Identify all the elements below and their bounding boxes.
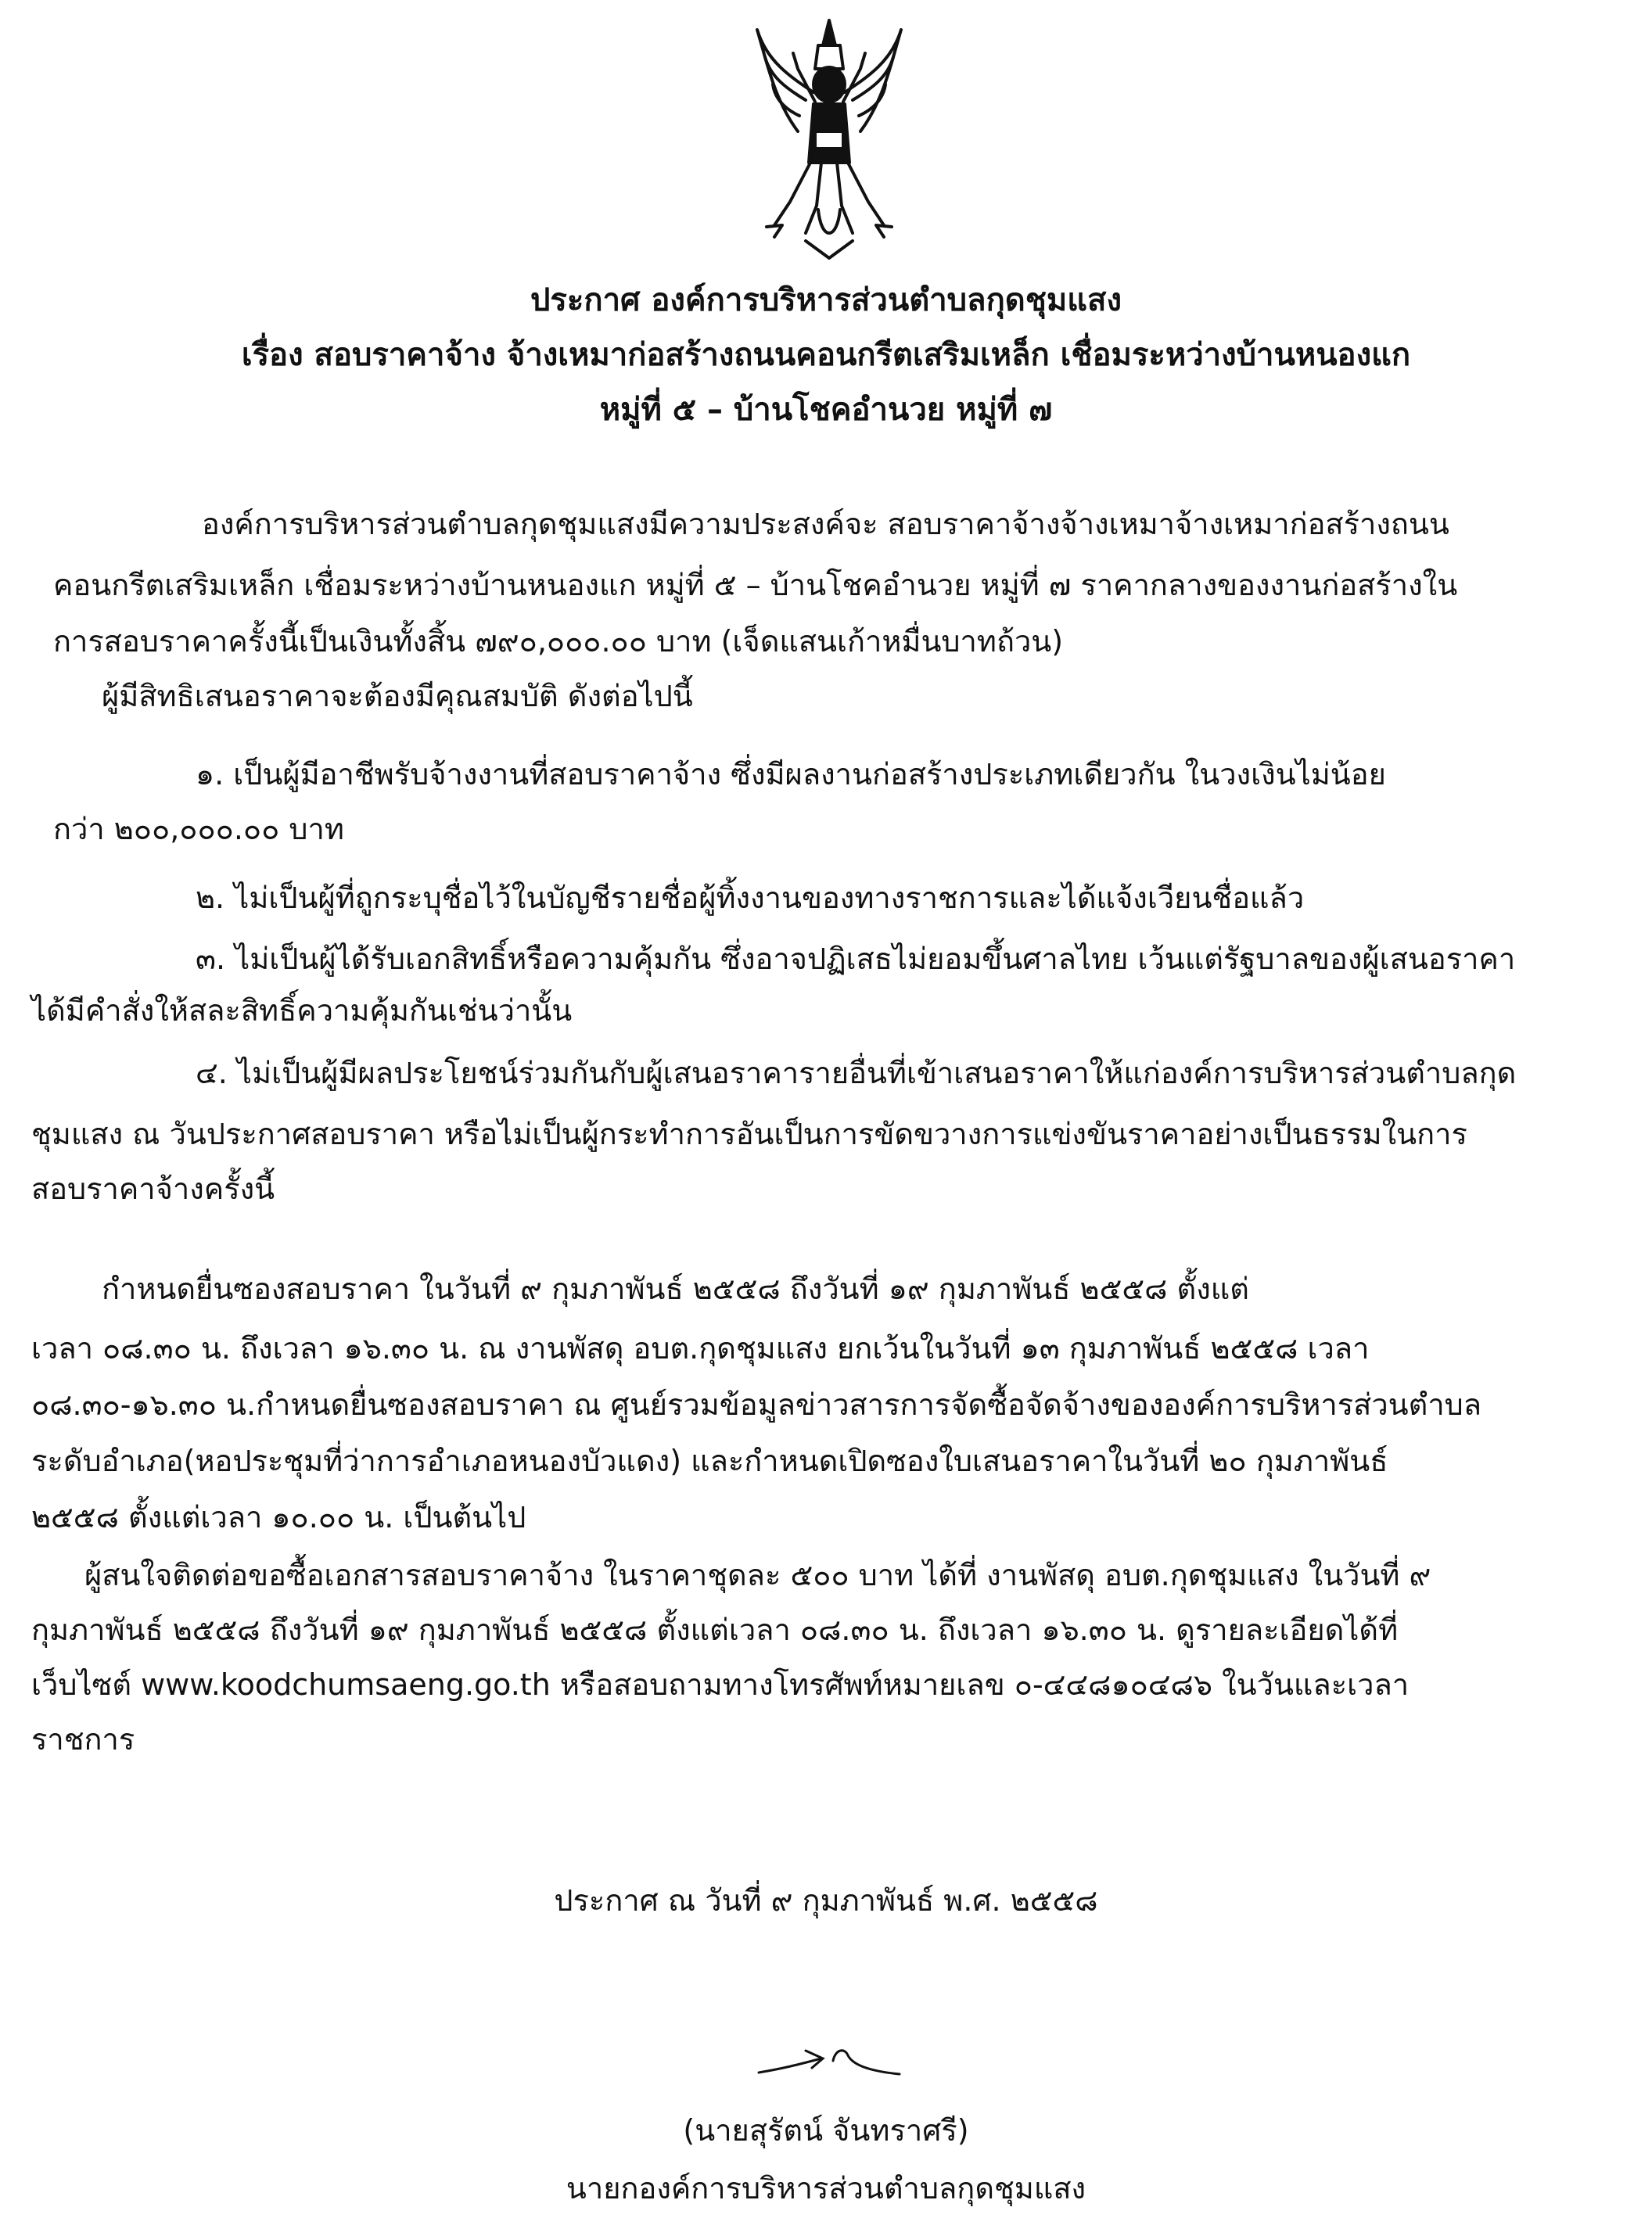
signer-name: (นายสุรัตน์ จันทราศรี) [683, 2113, 969, 2148]
deadline-line-4: ระดับอำเภอ(หอประชุมที่ว่าการอำเภอหนองบัวแดง) และกำหนดเปิดซองใบเสนอราคาในวันที่ ๒๐ กุมภาพันธ์ [31, 1444, 1388, 1478]
intro-line-2: คอนกรีตเสริมเหล็ก เชื่อมระหว่างบ้านหนองแก หมู่ที่ ๕ – บ้านโชคอำนวย หมู่ที่ ๗ ราคากลางของงานก่อสร้างใน [53, 568, 1458, 602]
intro-line-3: การสอบราคาครั้งนี้เป็นเงินทั้งสิ้น ๗๙๐,๐๐๐.๐๐ บาท (เจ็ดแสนเก้าหมื่นบาทถ้วน) [53, 624, 1064, 659]
handwritten-signature [751, 2041, 907, 2088]
qualification-item-4-line-3: สอบราคาจ้างครั้งนี้ [31, 1172, 275, 1206]
qualification-item-4-line-2: ชุมแสง ณ วันประกาศสอบราคา หรือไม่เป็นผู้กระทำการอันเป็นการขัดขวางการแข่งขันราคาอย่างเป็นธรรมในการ [31, 1117, 1467, 1151]
contact-line-1: ผู้สนใจติดต่อขอซื้อเอกสารสอบราคาจ้าง ในราคาชุดละ ๕๐๐ บาท ได้ที่ งานพัสดุ อบต.กุดชุมแสง ในวันที่ ๙ [84, 1558, 1431, 1592]
qualification-item-3-line-1: ๓. ไม่เป็นผู้ได้รับเอกสิทธิ์หรือความคุ้มกัน ซึ่งอาจปฏิเสธไม่ยอมขึ้นศาลไทย เว้นแต่รัฐบาลของผู้เสนอราคา [196, 942, 1516, 976]
garuda-emblem-icon [751, 14, 907, 264]
contact-line-3: เว็บไซต์ www.koodchumsaeng.go.th หรือสอบถามทางโทรศัพท์หมายเลข ๐-๔๔๘๑๐๔๘๖ ในวันและเวลา [31, 1667, 1410, 1702]
qualification-item-4-line-1: ๔. ไม่เป็นผู้มีผลประโยชน์ร่วมกันกับผู้เสนอราคารายอื่นที่เข้าเสนอราคาให้แก่องค์การบริหารส่วนตำบลกุด [196, 1056, 1517, 1090]
contact-line-4: ราชการ [31, 1722, 135, 1757]
qualification-item-1-line-1: ๑. เป็นผู้มีอาชีพรับจ้างงานที่สอบราคาจ้าง ซึ่งมีผลงานก่อสร้างประเภทเดียวกัน ในวงเงินไม่น้อย [196, 757, 1386, 791]
contact-line-2: กุมภาพันธ์ ๒๕๕๘ ถึงวันที่ ๑๙ กุมภาพันธ์ ๒๕๕๘ ตั้งแต่เวลา ๐๘.๓๐ น. ถึงเวลา ๑๖.๓๐ น. ดูรายละเอียดได้ที่ [31, 1613, 1399, 1647]
qualification-item-2: ๒. ไม่เป็นผู้ที่ถูกระบุชื่อไว้ในบัญชีรายชื่อผู้ทิ้งงานของทางราชการและได้แจ้งเวียนชื่อแล้ว [196, 881, 1305, 915]
qualification-item-3-line-2: ได้มีคำสั่งให้สละสิทธิ์ความคุ้มกันเช่นว่านั้น [31, 993, 573, 1028]
deadline-line-2: เวลา ๐๘.๓๐ น. ถึงเวลา ๑๖.๓๐ น. ณ งานพัสดุ อบต.กุดชุมแสง ยกเว้นในวันที่ ๑๓ กุมภาพันธ์ ๒๕๕๘ เวลา [31, 1331, 1370, 1366]
deadline-line-5: ๒๕๕๘ ตั้งแต่เวลา ๑๐.๐๐ น. เป็นต้นไป [31, 1500, 526, 1534]
announcement-title: ประกาศ องค์การบริหารส่วนตำบลกุดชุมแสง [530, 282, 1122, 318]
announcement-subject-line-1: เรื่อง สอบราคาจ้าง จ้างเหมาก่อสร้างถนนคอนกรีตเสริมเหล็ก เชื่อมระหว่างบ้านหนองแก [241, 337, 1411, 373]
announcement-subject-line-2: หมู่ที่ ๕ – บ้านโชคอำนวย หมู่ที่ ๗ [599, 392, 1053, 428]
announcement-date: ประกาศ ณ วันที่ ๙ กุมภาพันธ์ พ.ศ. ๒๕๕๘ [554, 1883, 1098, 1918]
signer-title: นายกองค์การบริหารส่วนตำบลกุดชุมแสง [566, 2171, 1086, 2205]
intro-line-1: องค์การบริหารส่วนตำบลกุดชุมแสงมีความประสงค์จะ สอบราคาจ้างจ้างเหมาจ้างเหมาก่อสร้างถนน [202, 507, 1449, 541]
qualification-intro: ผู้มีสิทธิเสนอราคาจะต้องมีคุณสมบัติ ดังต่อไปนี้ [102, 679, 693, 713]
qualification-item-1-line-2: กว่า ๒๐๐,๐๐๐.๐๐ บาท [53, 812, 344, 846]
deadline-line-3: ๐๘.๓๐-๑๖.๓๐ น.กำหนดยื่นซองสอบราคา ณ ศูนย์รวมข้อมูลข่าวสารการจัดซื้อจัดจ้างขององค์การบริหารส่วนตำบล [31, 1387, 1482, 1422]
deadline-line-1: กำหนดยื่นซองสอบราคา ในวันที่ ๙ กุมภาพันธ์ ๒๕๕๘ ถึงวันที่ ๑๙ กุมภาพันธ์ ๒๕๕๘ ตั้งแต่ [102, 1272, 1249, 1306]
